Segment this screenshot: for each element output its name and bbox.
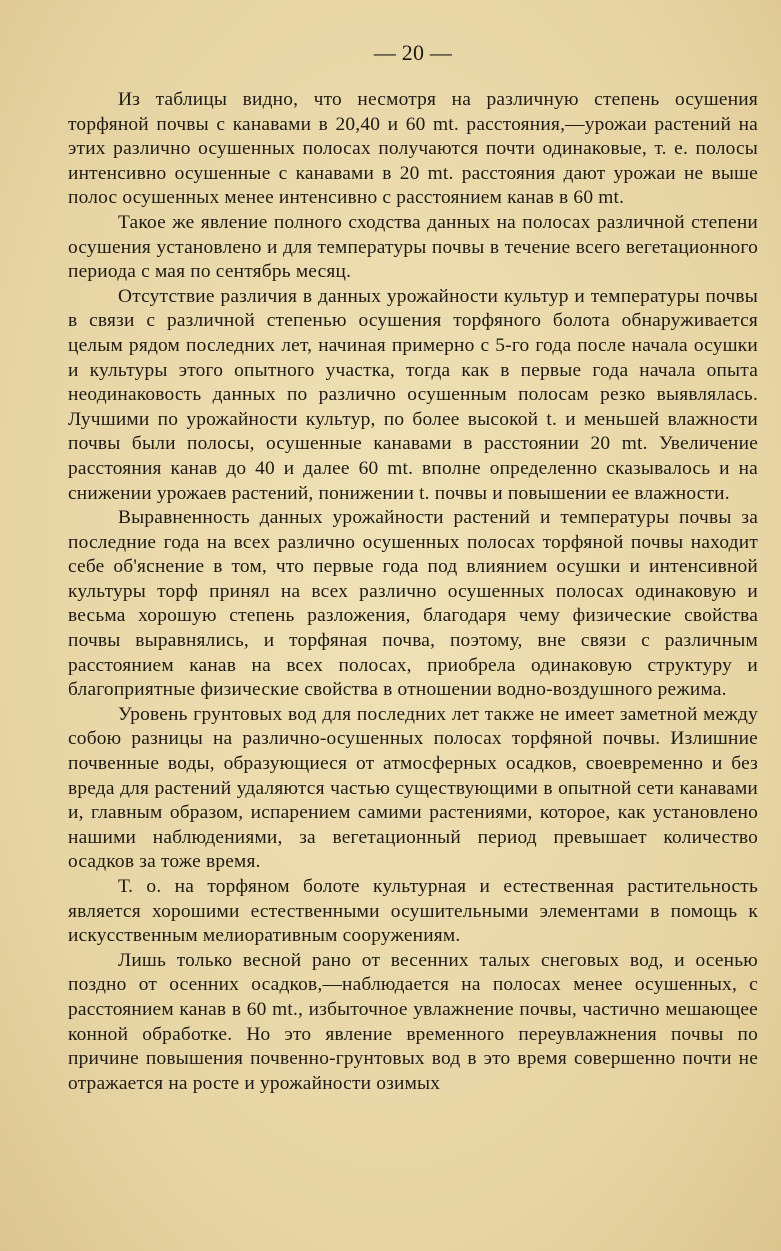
paragraph-4: Выравненность данных урожайности растений и температуры почвы за последние года на всех различно осушенных полосах торфяной почвы находит себе об'яснение в том, что первые года под влиянием осушки и интенсивной культуры торф принял на всех различно осушенных полосах одинаковую и весьма хорошую степень разложения, благодаря чему физические свойства почвы выравнялись, и торфяная почва, поэтому, вне связи с различным расстоянием канав на всех полосах, приобрела одинаковую структуру и благоприятные физические свойства в отношении водно-воздушного режима. bbox=[68, 507, 758, 701]
paragraph-3: Отсутствие различия в данных урожайности культур и температуры почвы в связи с различной степенью осушения торфяного болота обнаруживается целым рядом последних лет, начиная примерно с 5-го года после начала осушки и культуры этого опытного участка, тогда как в первые года начала опыта неодинаковость данных по различно осушенным полосам резко выявлялась. Лучшими по урожайности культур, по более высокой t. и меньшей влажности почвы были полосы, осушенные канавами в расстоянии 20 mt. Увеличение расстояния канав до 40 и далее 60 mt. вполне определенно сказывалось и на снижении урожаев растений, понижении t. почвы и повышении ее влажности. bbox=[68, 285, 758, 504]
paragraph-1: Из таблицы видно, что несмотря на различную степень осушения торфяной почвы с канавами в 20,40 и 60 mt. расстояния,—урожаи растений на этих различно осушенных полосах получаются почти одинаковые, т. е. полосы интенсивно осушенные с канавами в 20 mt. расстояния дают урожаи не выше полос осушенных менее интенсивно с расстоянием канав в 60 mt. bbox=[68, 89, 758, 209]
paragraph-7: Лишь только весной рано от весенних талых снеговых вод, и осенью поздно от осенних осадков,—наблюдается на полосах менее осушенных, с расстоянием канав в 60 mt., избыточное увлажнение почвы, частично мешающее конной обработке. Но это явление временного переувлажнения почвы по причине повышения почвенно-грунтовых вод в это время совершенно почти не отражается на росте и урожайности озимых bbox=[68, 949, 758, 1094]
document-page bbox=[68, 40, 758, 1096]
paragraph-5: Уровень грунтовых вод для последних лет также не имеет заметной между собою разницы на различно-осушенных полосах торфяной почвы. Излишние почвенные воды, образующиеся от атмосферных осадков, своевременно и без вреда для растений удаляются частью существующими в опытной сети канавами и, главным образом, испарением самими растениями, которое, как установлено нашими наблюдениями, за вегетационный период превышает количество осадков за тоже время. bbox=[68, 703, 758, 873]
paragraph-6: Т. о. на торфяном болоте культурная и естественная растительность является хорошими естественными осушительными элементами в помощь к искусственным мелиоративным сооружениям. bbox=[68, 876, 758, 947]
page-number: — 20 — bbox=[373, 40, 453, 65]
paragraph-2: Такое же явление полного сходства данных на полосах различной степени осушения установлено и для температуры почвы в течение всего вегетационного периода с мая по сентябрь месяц. bbox=[68, 211, 758, 283]
